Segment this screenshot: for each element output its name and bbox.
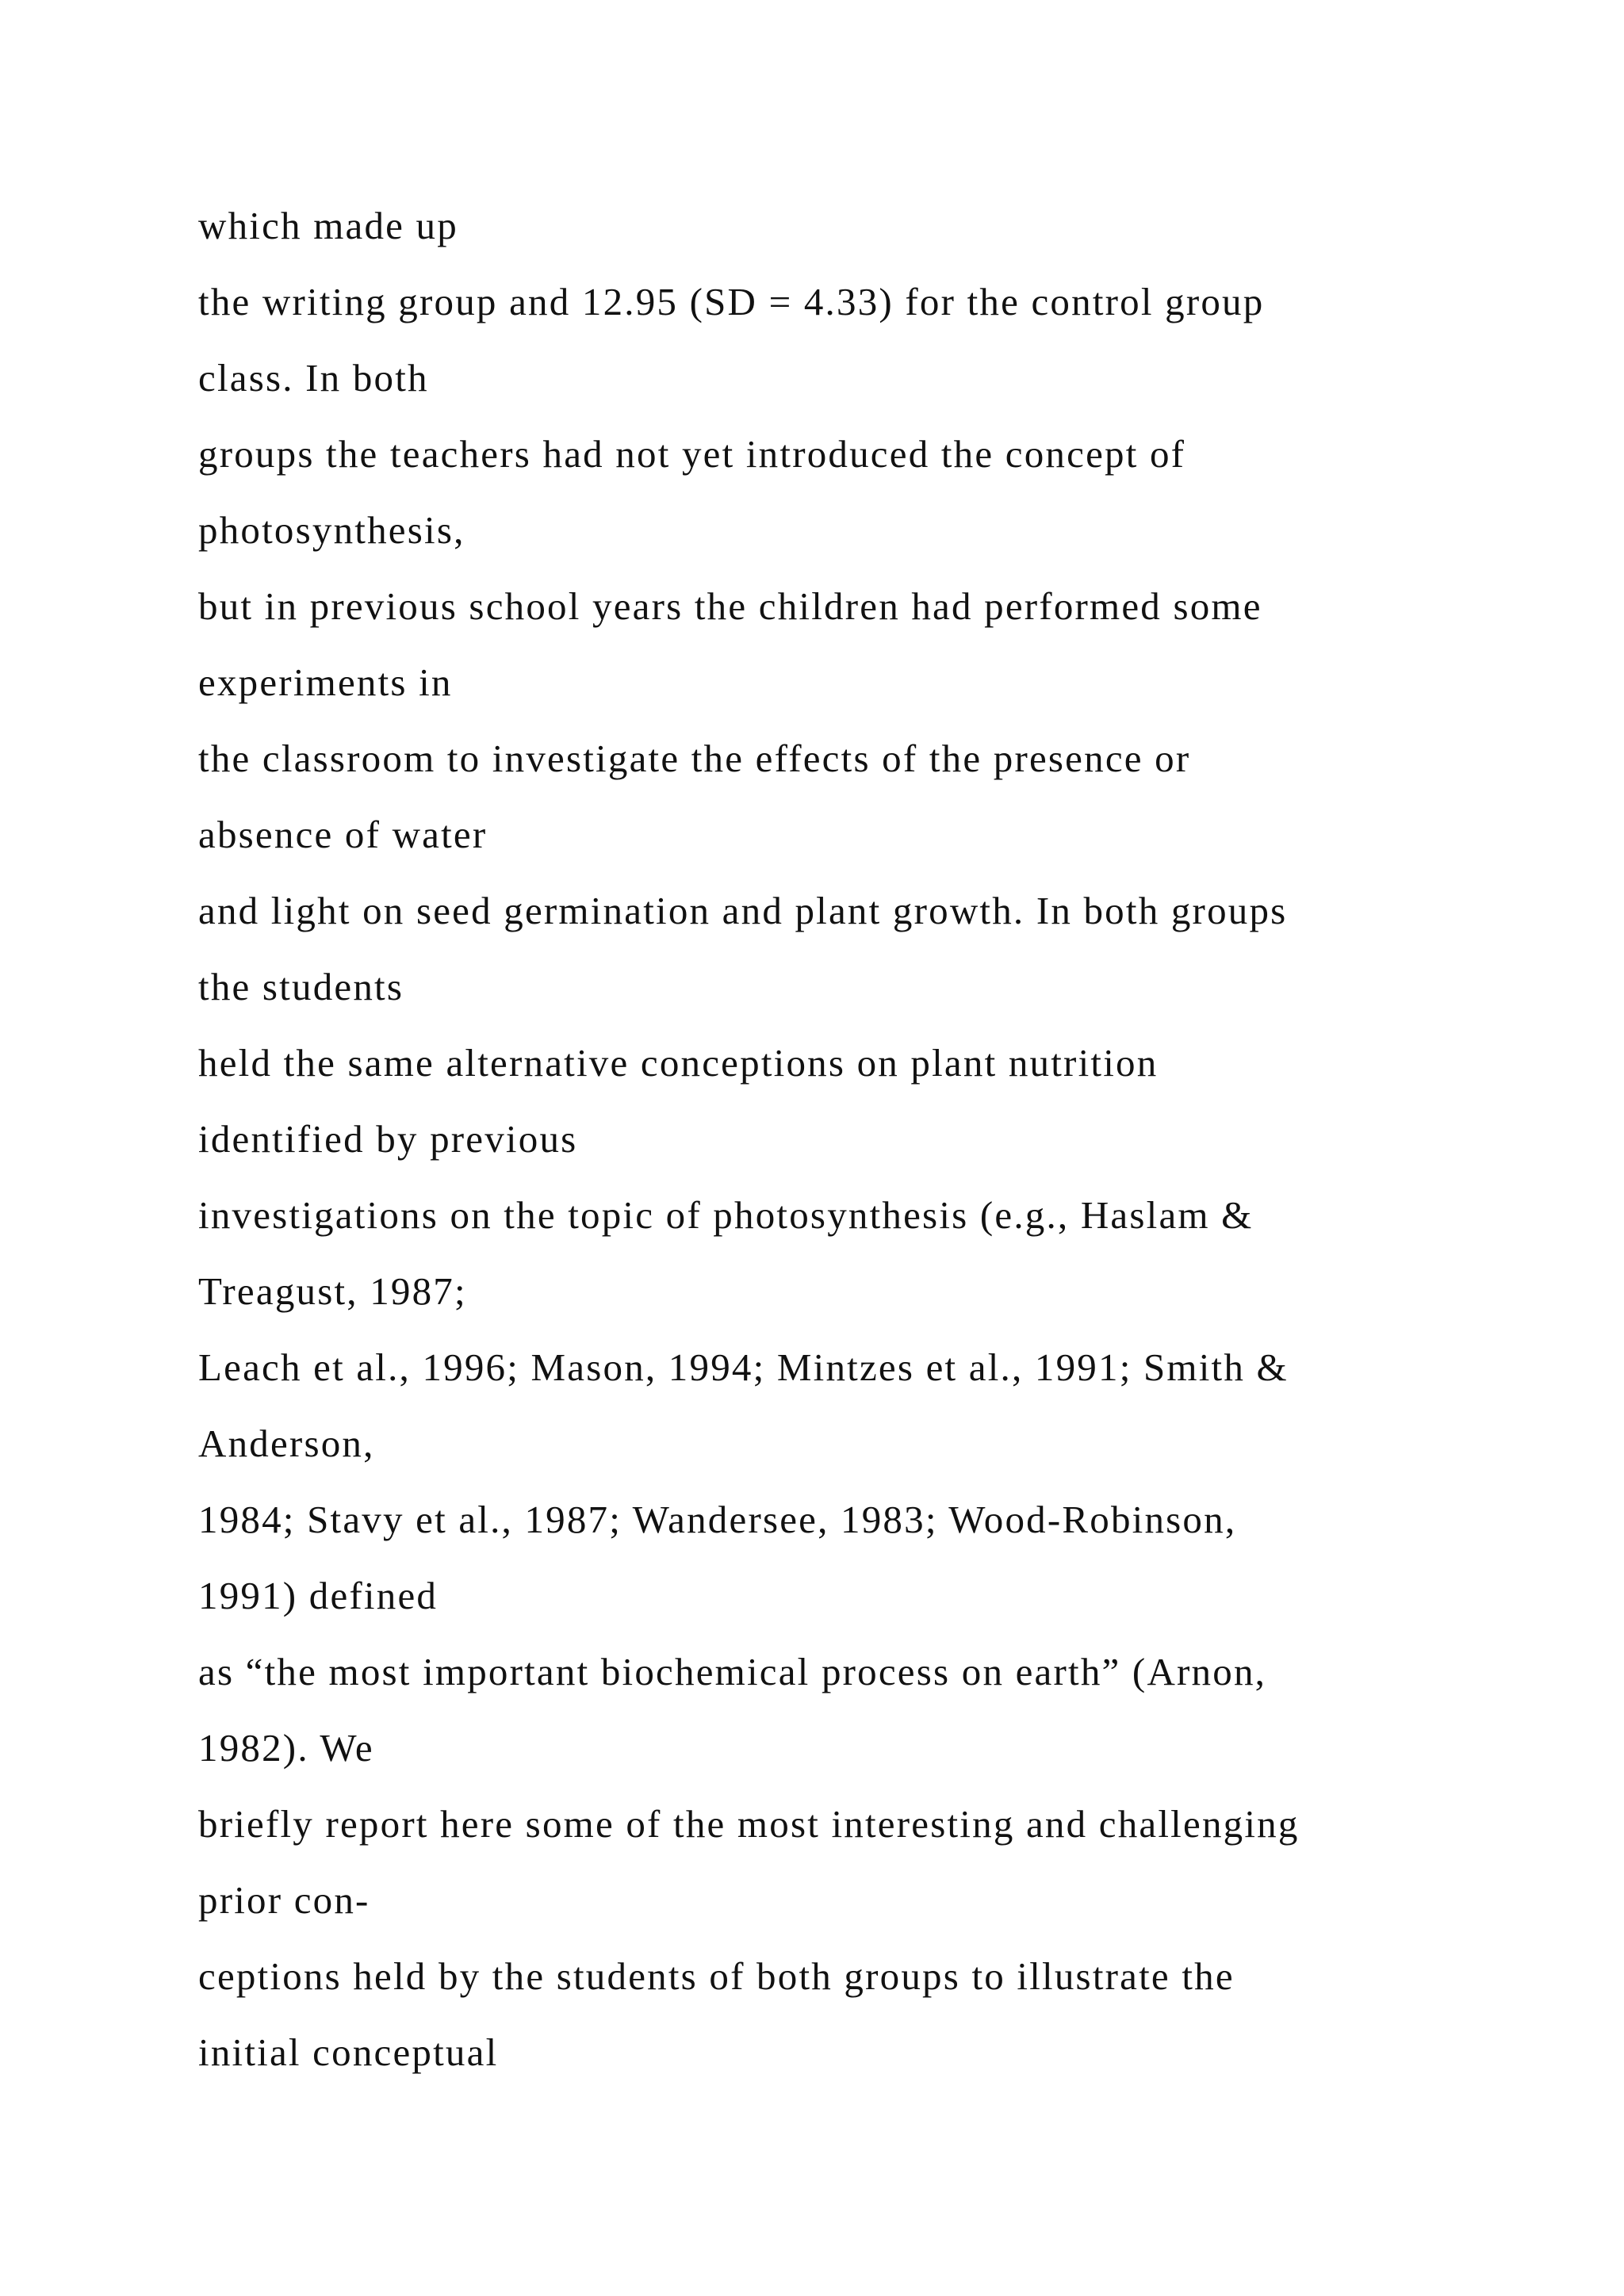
text-line: experiments in (198, 660, 453, 704)
text-line: photosynthesis, (198, 508, 465, 552)
text-line: briefly report here some of the most interesting and challenging (198, 1802, 1300, 1846)
text-line: the students (198, 965, 404, 1008)
text-line: identified by previous (198, 1117, 578, 1161)
text-line: absence of water (198, 813, 488, 856)
text-line: but in previous school years the children had performed some (198, 584, 1262, 628)
text-line: 1991) defined (198, 1574, 439, 1617)
text-line: initial conceptual (198, 2030, 499, 2074)
text-line: 1984; Stavy et al., 1987; Wandersee, 1983; Wood-Robinson, (198, 1498, 1237, 1541)
text-line: ceptions held by the students of both groups to illustrate the (198, 1954, 1235, 1998)
text-line: as “the most important biochemical process on earth” (Arnon, (198, 1650, 1267, 1693)
text-line: 1982). We (198, 1726, 374, 1770)
text-line: groups the teachers had not yet introduced the concept of (198, 432, 1186, 476)
text-line: Treagust, 1987; (198, 1269, 467, 1313)
text-line: prior con- (198, 1878, 370, 1922)
text-line: held the same alternative conceptions on plant nutrition (198, 1041, 1159, 1085)
text-line: the classroom to investigate the effects of the presence or (198, 737, 1191, 780)
body-text (198, 188, 1546, 2091)
text-line: Leach et al., 1996; Mason, 1994; Mintzes et al., 1991; Smith & (198, 1345, 1289, 1389)
text-line: class. In both (198, 356, 429, 400)
text-line: investigations on the topic of photosynthesis (e.g., Haslam & (198, 1193, 1254, 1237)
text-line: the writing group and 12.95 (SD = 4.33) for the control group (198, 280, 1265, 323)
text-line: Anderson, (198, 1422, 375, 1465)
text-line: and light on seed germination and plant growth. In both groups (198, 889, 1288, 932)
text-line: which made up (198, 204, 458, 247)
